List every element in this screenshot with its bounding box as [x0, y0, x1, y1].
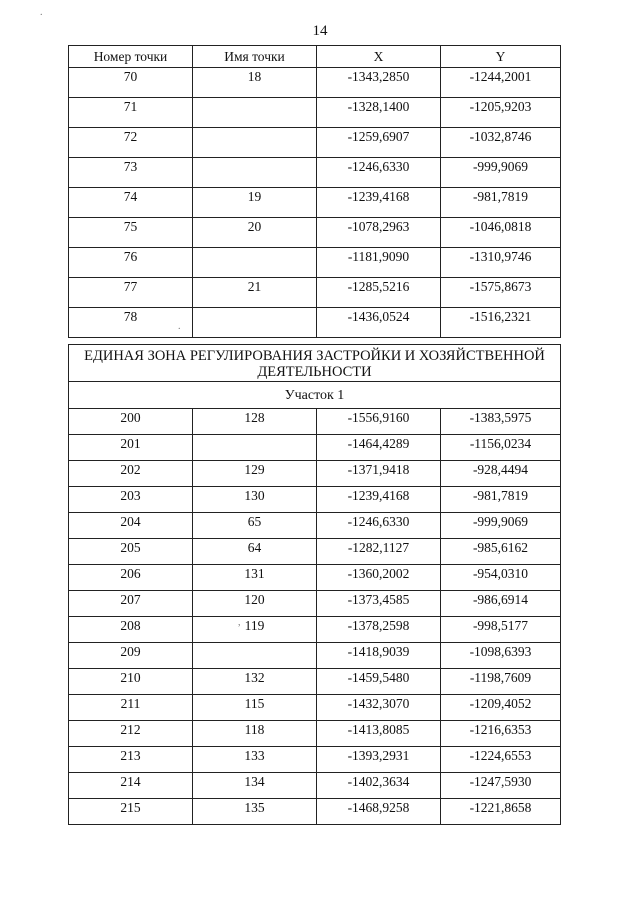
- cell-y: -981,7819: [441, 487, 561, 513]
- cell-x: -1556,9160: [317, 409, 441, 435]
- cell-point-name: 119: [193, 617, 317, 643]
- cell-x: -1343,2850: [317, 68, 441, 98]
- cell-x: -1239,4168: [317, 188, 441, 218]
- cell-x: -1181,9090: [317, 248, 441, 278]
- cell-point-name: 120: [193, 591, 317, 617]
- table-row: [69, 158, 561, 188]
- cell-point-number: 209: [69, 643, 193, 669]
- cell-point-number: 78: [69, 308, 193, 338]
- cell-point-number: 72: [69, 128, 193, 158]
- cell-point-name: 20: [193, 218, 317, 248]
- cell-x: -1418,9039: [317, 643, 441, 669]
- cell-x: -1371,9418: [317, 461, 441, 487]
- zone-title: ЕДИНАЯ ЗОНА РЕГУЛИРОВАНИЯ ЗАСТРОЙКИ И ХОЗЯЙСТВЕННОЙ ДЕЯТЕЛЬНОСТИ: [69, 345, 561, 382]
- subzone-title: Участок 1: [69, 382, 561, 409]
- cell-point-number: 200: [69, 409, 193, 435]
- table-header-row: [69, 46, 561, 68]
- cell-point-name: [193, 308, 317, 338]
- cell-point-number: 75: [69, 218, 193, 248]
- cell-y: -1516,2321: [441, 308, 561, 338]
- table-row: [69, 591, 561, 617]
- cell-point-number: 76: [69, 248, 193, 278]
- cell-point-name: 132: [193, 669, 317, 695]
- cell-x: -1246,6330: [317, 158, 441, 188]
- cell-point-name: 128: [193, 409, 317, 435]
- cell-point-name: [193, 128, 317, 158]
- cell-point-number: 215: [69, 799, 193, 825]
- cell-point-name: 115: [193, 695, 317, 721]
- cell-x: -1468,9258: [317, 799, 441, 825]
- cell-point-name: [193, 158, 317, 188]
- cell-x: -1436,0524: [317, 308, 441, 338]
- subzone-row: [69, 382, 561, 409]
- table-row: [69, 461, 561, 487]
- scan-speck: ,: [238, 617, 241, 628]
- cell-point-name: 133: [193, 747, 317, 773]
- cell-y: -999,9069: [441, 158, 561, 188]
- table-row: [69, 721, 561, 747]
- cell-point-number: 211: [69, 695, 193, 721]
- header-point-number: Номер точки: [69, 46, 193, 68]
- scan-speck: .: [178, 321, 181, 332]
- cell-point-name: [193, 248, 317, 278]
- table-row: [69, 695, 561, 721]
- cell-x: -1239,4168: [317, 487, 441, 513]
- cell-point-number: 201: [69, 435, 193, 461]
- table-row: [69, 278, 561, 308]
- cell-point-name: 131: [193, 565, 317, 591]
- table-row: [69, 513, 561, 539]
- cell-x: -1078,2963: [317, 218, 441, 248]
- cell-point-name: 129: [193, 461, 317, 487]
- cell-y: -999,9069: [441, 513, 561, 539]
- cell-y: -985,6162: [441, 539, 561, 565]
- cell-y: -1046,0818: [441, 218, 561, 248]
- table-row: [69, 188, 561, 218]
- cell-point-name: [193, 643, 317, 669]
- table-row: [69, 539, 561, 565]
- cell-y: -1247,5930: [441, 773, 561, 799]
- cell-x: -1432,3070: [317, 695, 441, 721]
- cell-x: -1413,8085: [317, 721, 441, 747]
- cell-point-number: 71: [69, 98, 193, 128]
- cell-point-number: 214: [69, 773, 193, 799]
- cell-y: -1224,6553: [441, 747, 561, 773]
- cell-point-name: [193, 98, 317, 128]
- cell-point-name: 134: [193, 773, 317, 799]
- cell-x: -1378,2598: [317, 617, 441, 643]
- table-row: [69, 218, 561, 248]
- cell-point-number: 203: [69, 487, 193, 513]
- cell-point-number: 210: [69, 669, 193, 695]
- table-row: [69, 98, 561, 128]
- page-number: 14: [312, 23, 328, 39]
- table-row: [69, 308, 561, 338]
- cell-point-number: 212: [69, 721, 193, 747]
- cell-x: -1259,6907: [317, 128, 441, 158]
- cell-point-name: 135: [193, 799, 317, 825]
- cell-point-number: 70: [69, 68, 193, 98]
- cell-y: -1244,2001: [441, 68, 561, 98]
- cell-y: -998,5177: [441, 617, 561, 643]
- table-row: [69, 643, 561, 669]
- cell-y: -1032,8746: [441, 128, 561, 158]
- cell-x: -1464,4289: [317, 435, 441, 461]
- cell-point-name: 64: [193, 539, 317, 565]
- cell-point-number: 213: [69, 747, 193, 773]
- cell-point-number: 77: [69, 278, 193, 308]
- table-row: [69, 773, 561, 799]
- cell-y: -1221,8658: [441, 799, 561, 825]
- cell-point-name: [193, 435, 317, 461]
- cell-point-name: 19: [193, 188, 317, 218]
- table-row: [69, 617, 561, 643]
- coordinates-table-2: [68, 344, 561, 825]
- cell-point-name: 21: [193, 278, 317, 308]
- cell-x: -1459,5480: [317, 669, 441, 695]
- cell-point-number: 208: [69, 617, 193, 643]
- table-row: [69, 409, 561, 435]
- table-row: [69, 747, 561, 773]
- cell-x: -1246,6330: [317, 513, 441, 539]
- cell-y: -1575,8673: [441, 278, 561, 308]
- zone-title-row: [69, 345, 561, 382]
- cell-point-name: 65: [193, 513, 317, 539]
- cell-y: -1156,0234: [441, 435, 561, 461]
- table-row: [69, 669, 561, 695]
- table-row: [69, 128, 561, 158]
- cell-y: -954,0310: [441, 565, 561, 591]
- table-row: [69, 68, 561, 98]
- coordinates-table-1: [68, 45, 561, 338]
- cell-x: -1282,1127: [317, 539, 441, 565]
- cell-y: -1216,6353: [441, 721, 561, 747]
- cell-point-number: 205: [69, 539, 193, 565]
- cell-x: -1402,3634: [317, 773, 441, 799]
- cell-y: -1205,9203: [441, 98, 561, 128]
- cell-point-name: 130: [193, 487, 317, 513]
- table-row: [69, 435, 561, 461]
- header-x: X: [317, 46, 441, 68]
- table-row: [69, 799, 561, 825]
- table-row: [69, 487, 561, 513]
- scan-speck: .: [40, 7, 43, 18]
- cell-y: -986,6914: [441, 591, 561, 617]
- cell-point-number: 202: [69, 461, 193, 487]
- cell-x: -1285,5216: [317, 278, 441, 308]
- cell-point-number: 204: [69, 513, 193, 539]
- cell-y: -1209,4052: [441, 695, 561, 721]
- cell-point-number: 206: [69, 565, 193, 591]
- table-row: [69, 248, 561, 278]
- cell-y: -928,4494: [441, 461, 561, 487]
- cell-x: -1373,4585: [317, 591, 441, 617]
- header-y: Y: [441, 46, 561, 68]
- cell-x: -1360,2002: [317, 565, 441, 591]
- cell-point-number: 73: [69, 158, 193, 188]
- header-point-name: Имя точки: [193, 46, 317, 68]
- cell-point-name: 118: [193, 721, 317, 747]
- cell-point-name: 18: [193, 68, 317, 98]
- cell-y: -1198,7609: [441, 669, 561, 695]
- table-row: [69, 565, 561, 591]
- cell-point-number: 74: [69, 188, 193, 218]
- cell-y: -981,7819: [441, 188, 561, 218]
- cell-point-number: 207: [69, 591, 193, 617]
- cell-y: -1383,5975: [441, 409, 561, 435]
- cell-y: -1310,9746: [441, 248, 561, 278]
- cell-x: -1393,2931: [317, 747, 441, 773]
- cell-x: -1328,1400: [317, 98, 441, 128]
- cell-y: -1098,6393: [441, 643, 561, 669]
